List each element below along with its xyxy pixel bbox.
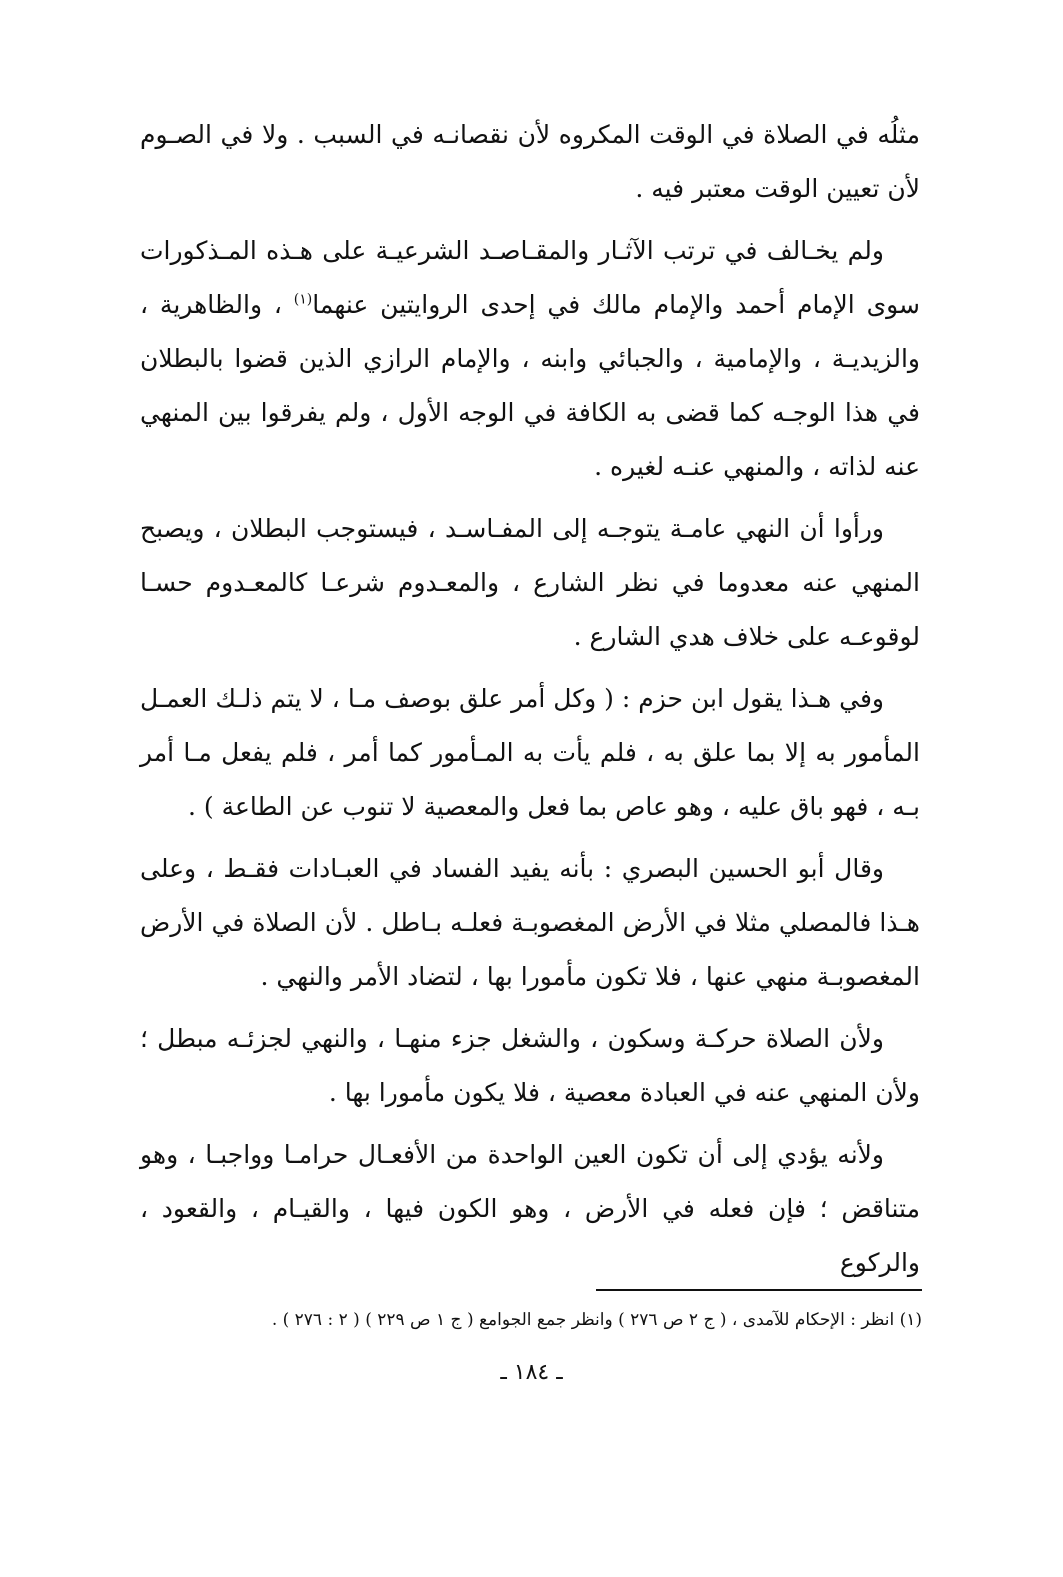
footnote-divider (596, 1289, 922, 1291)
paragraph-2 (140, 224, 920, 494)
paragraph-2-text-after-note: ، والظاهرية ، والزيديـة ، والإمامية ، والجبائي وابنه ، والإمام الرازي الذين قضوا بالبطلان في هذا الوجـه كما قضى به الكافة في الوجه الأول ، ولم يفرقوا بين المنهي عنه لذاته ، والمنهي عنـه لغيره . (140, 290, 920, 481)
paragraph-4: وفي هـذا يقول ابن حزم : ( وكل أمر علق بوصف مـا ، لا يتم ذلـك العمـل المأمور به إلا بما علق به ، فلم يأت به المـأمور كما أمر ، فلم يفعل مـا أمر بـه ، فهو باق عليه ، وهو عاص بما فعل والمعصية لا تنوب عن الطاعة ) . (140, 684, 920, 821)
paragraph-2-text-before-note: ولم يخـالف في ترتب الآثـار والمقـاصـد الشرعيـة على هـذه المـذكورات سوى الإمام أحمد والإمام مالك في إحدى الروايتين عنهما (140, 236, 921, 319)
paragraph-3: ورأوا أن النهي عامـة يتوجـه إلى المفـاسـد ، فيستوجب البطلان ، ويصبح المنهي عنه معدوما في نظر الشارع ، والمعـدوم شرعـا كالمعـدوم حسـا لوقوعـه على خلاف هدي الشارع . (140, 514, 920, 651)
footnote: (١) انظر : الإحكام للآمدى ، ( ج ٢ ص ٢٧٦ ) وانظر جمع الجوامع ( ج ١ ص ٢٢٩ ) ( ٢ : ٢٧٦ ) . (271, 1310, 922, 1330)
paragraph-7: ولأنه يؤدي إلى أن تكون العين الواحدة من الأفعـال حرامـا وواجبـا ، وهو متناقض ؛ فإن فعله في الأرض ، وهو الكون فيها ، والقيـام ، والقعود ، والركوع (140, 1140, 920, 1277)
paragraph-1: مثلُه في الصلاة في الوقت المكروه لأن نقصانـه في السبب . ولا في الصـوم لأن تعيين الوقت معتبر فيه . (140, 120, 920, 203)
paragraph-6: ولأن الصلاة حركـة وسكون ، والشغل جزء منهـا ، والنهي لجزئـه مبطل ؛ ولأن المنهي عنه في العبادة معصية ، فلا يكون مأمورا بها . (140, 1024, 920, 1107)
paragraph-5: وقال أبو الحسين البصري : بأنه يفيد الفساد في العبـادات فقـط ، وعلى هـذا فالمصلي مثلا في الأرض المغصوبـة فعلـه بـاطل . لأن الصلاة في الأرض المغصوبـة منهي عنها ، فلا تكون مأمورا بها ، لتضاد الأمر والنهي . (140, 854, 920, 991)
main-text-body (140, 108, 920, 1290)
footnote-marker: (١) (293, 291, 313, 308)
page-number: ـ ١٨٤ ـ (500, 1360, 563, 1385)
